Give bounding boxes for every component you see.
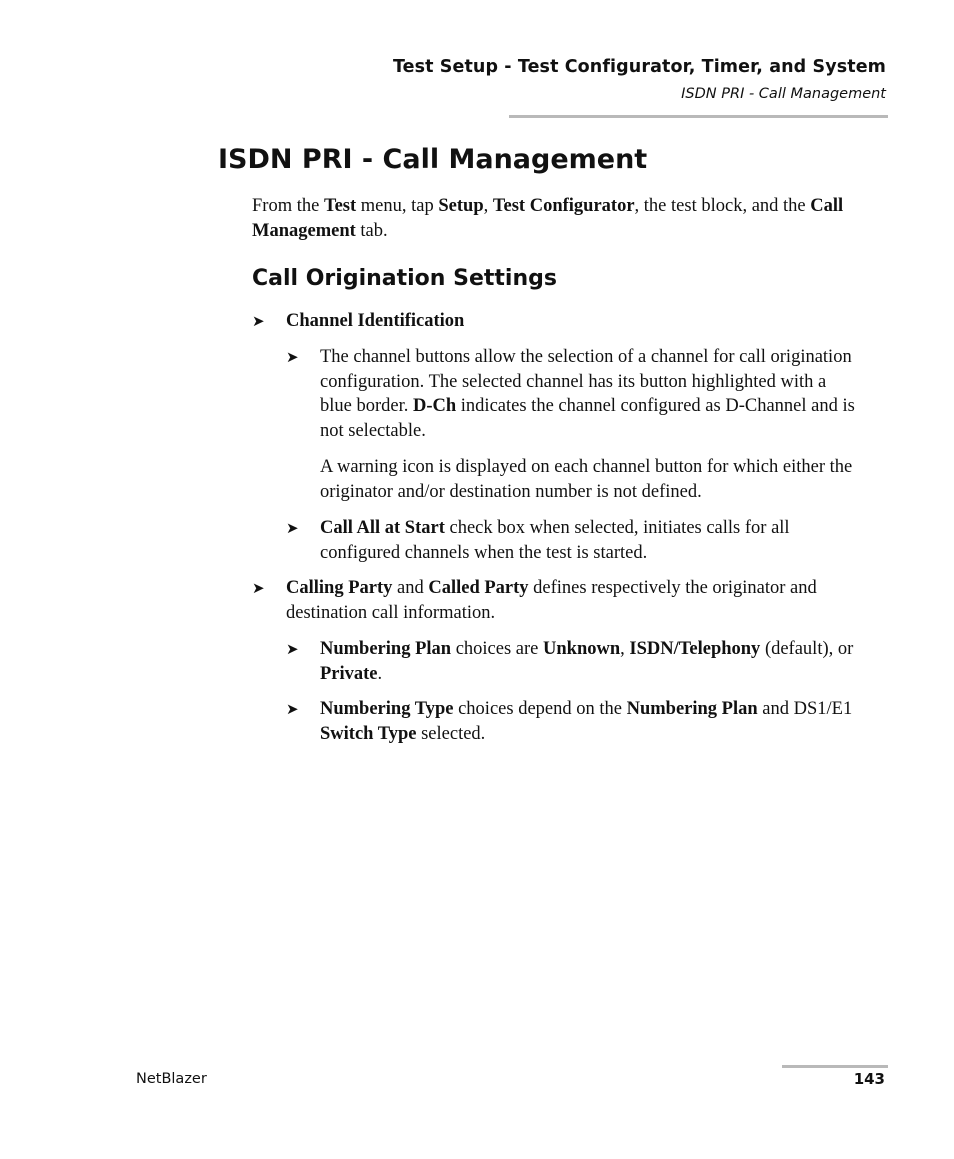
channel-buttons-text-1: The channel buttons allow the selection of a channel for call origination configuration. The selected channel has its button highlighted with a blue border. [320,347,852,416]
page-number: 143 [853,1070,885,1088]
channel-buttons-text-2: indicates the channel configured as D-Channel and is not selectable. [320,396,855,441]
list-item-call-all-at-start [286,516,865,565]
call-all-at-start-label: Call All at Start [320,518,445,538]
intro-text-4: , the test block, and the [634,196,811,216]
running-head [393,57,886,102]
calling-party-label: Calling Party [286,578,393,598]
list-item-calling-called-party [252,576,886,625]
call-all-at-start-text: check box when selected, initiates calls for all configured channels when the test is started. [320,518,790,563]
list-item-numbering-plan [286,637,865,686]
intro-text-1: From the [252,196,324,216]
arrow-bullet-icon: ➤ [252,314,265,330]
intro-paragraph [252,194,892,243]
footer-product-name: NetBlazer [136,1071,207,1087]
intro-text-2: menu, tap [356,196,439,216]
footer-rule [782,1065,888,1068]
list-item-channel-identification [252,309,886,334]
arrow-bullet-icon: ➤ [252,581,265,597]
isdn-telephony-option: ISDN/Telephony [629,639,761,659]
numbering-plan-text-2: , [620,639,630,659]
parties-text-1: and [392,578,429,598]
intro-test-menu: Test [323,196,357,216]
numbering-plan-ref: Numbering Plan [626,699,758,719]
warning-icon-paragraph: A warning icon is displayed on each channel button for which either the originator and/or destination number is not defined. [320,457,853,502]
intro-test-configurator: Test Configurator [492,196,635,216]
intro-text-3: , [483,196,493,216]
channel-identification-label: Channel Identification [286,311,465,331]
arrow-bullet-icon: ➤ [286,350,299,366]
arrow-bullet-icon: ➤ [286,642,299,658]
unknown-option: Unknown [543,639,621,659]
intro-setup: Setup [438,196,484,216]
numbering-plan-text-4: . [377,663,383,684]
arrow-bullet-icon: ➤ [286,702,299,718]
numbering-type-text-2: and DS1/E1 [757,699,853,719]
header-rule [509,115,888,118]
section-subheading: Call Origination Settings [252,266,557,291]
list-item-channel-buttons [286,345,858,443]
numbering-type-text-3: selected. [416,723,486,744]
called-party-label: Called Party [428,578,529,598]
page-title: ISDN PRI - Call Management [218,144,648,175]
numbering-plan-label: Numbering Plan [320,639,452,659]
dch-label: D-Ch [413,396,457,416]
list-item-numbering-type [286,697,865,746]
private-option: Private [320,663,378,684]
arrow-bullet-icon: ➤ [286,521,299,537]
numbering-type-text-1: choices depend on the [453,699,627,719]
numbering-plan-text-1: choices are [451,639,543,659]
intro-call-management: Call Management [252,196,844,241]
switch-type-label: Switch Type [320,723,417,744]
chapter-title: Test Setup - Test Configurator, Timer, and System [392,57,886,77]
numbering-type-label: Numbering Type [320,699,454,719]
intro-text-5: tab. [355,220,388,241]
numbering-plan-text-3: (default), or [760,639,854,659]
section-title: ISDN PRI - Call Management [681,86,886,102]
parties-text-2: defines respectively the originator and destination call information. [286,578,817,623]
